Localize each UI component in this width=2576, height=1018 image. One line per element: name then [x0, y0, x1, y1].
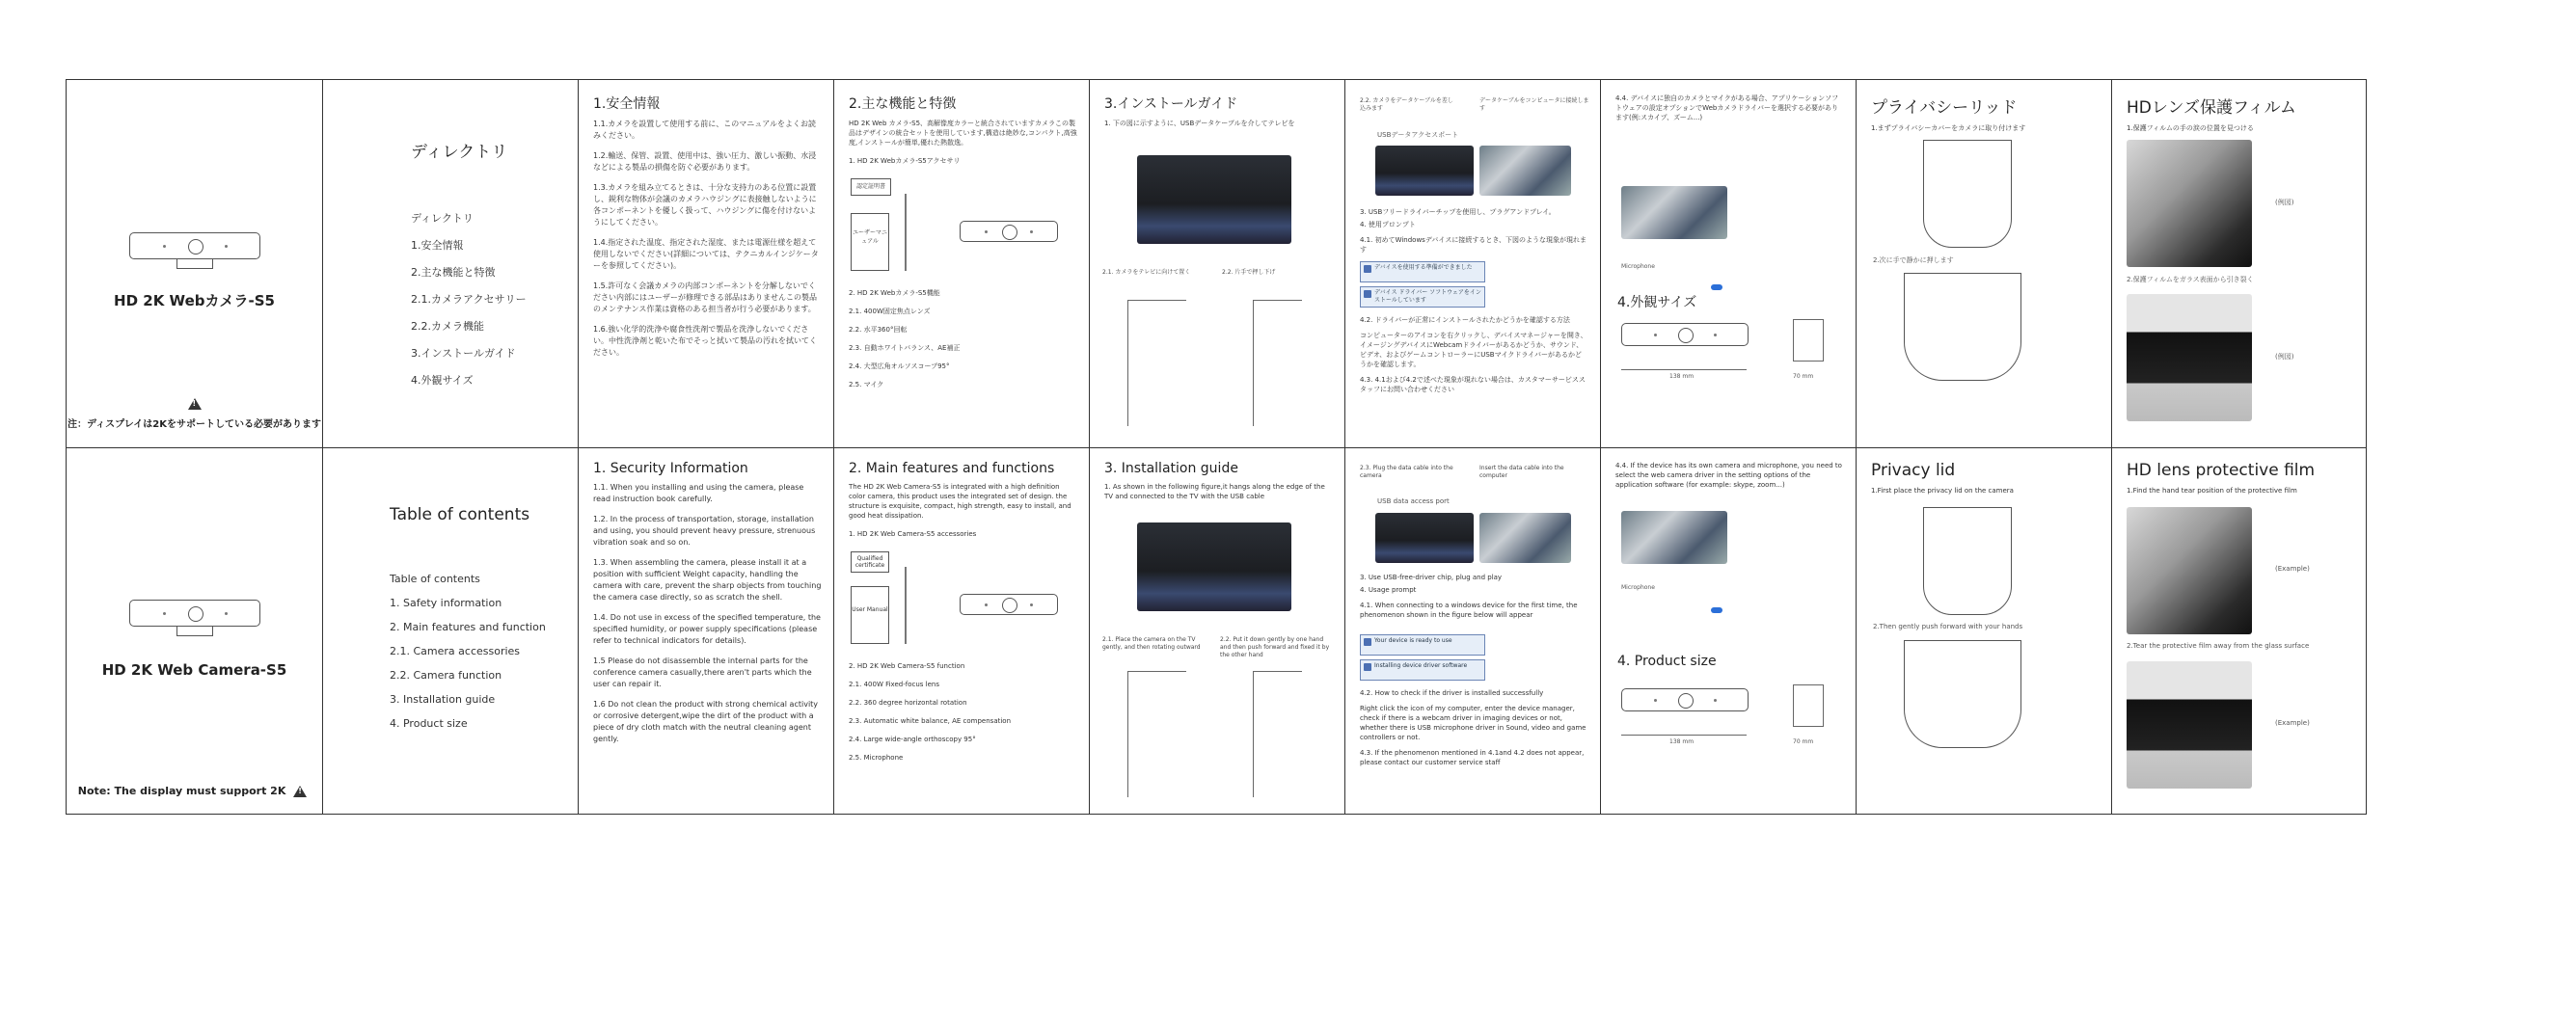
usb-photo	[1375, 146, 1474, 196]
safety-para: 1.6.強い化学的洗浄や腐食性洗剤で製品を洗浄しないでください。中性洗浄剤と乾いた布でそっと拭いて製品の汚れを拭いてください。	[593, 325, 817, 357]
jp-safety-panel	[578, 80, 833, 447]
usb-line: 4.2. ドライバーが正常にインストールされたかどうかを確認する方法	[1360, 316, 1570, 324]
toc-item[interactable]: 1. Safety information	[390, 597, 502, 609]
jp-size-panel	[1600, 80, 1856, 447]
microphone-label: Microphone	[1621, 263, 1655, 270]
usb-text	[1360, 573, 1587, 620]
windows-popup: Installing device driver software	[1360, 659, 1485, 681]
width-dimension	[1621, 369, 1747, 370]
camera-side-view	[1793, 684, 1824, 727]
function-item: 2.3. Automatic white balance, AE compensation	[849, 717, 1012, 725]
usb-caption: 2.3. Plug the data cable into the camera	[1360, 465, 1453, 479]
safety-para: 1.3.カメラを組み立てるときは、十分な支持力のある位置に設置し、鋭利な物体が会議のカメラハウジングに表接触しないように各コンポーネントを優しく扱って、ハウジングに傷を付けないようにしてください。	[593, 183, 817, 227]
usb-line: 3. USBフリードライバーチップを使用し、プラグアンドプレイ。	[1360, 208, 1556, 216]
install-caption: 2.1. カメラをテレビに向けて置く	[1102, 269, 1191, 276]
toc-item[interactable]: Table of contents	[390, 573, 480, 585]
safety-para: 1.2.輸送、保管、設置、使用中は、強い圧力、激しい振動、水浸などによる製品の損傷を防ぐ必要があります。	[593, 151, 817, 172]
function-item: 2.3. 自動ホワイトバランス、AE補正	[849, 344, 961, 352]
function-heading: 2. HD 2K Webカメラ-S5機能	[849, 289, 940, 297]
function-item: 2.5. マイク	[849, 381, 884, 388]
usb-line: 4. Usage prompt	[1360, 586, 1417, 594]
width-label: 138 mm	[1669, 738, 1695, 745]
toc-item[interactable]: 4.外観サイズ	[411, 374, 474, 387]
section-title: 2.主な機能と特徴	[849, 96, 957, 112]
usb-photo	[1375, 513, 1474, 563]
usb-line: 4. 使用プロンプト	[1360, 221, 1416, 228]
cover-note-text: Note: The display must support 2K	[77, 785, 286, 797]
en-install-panel	[1089, 447, 1344, 816]
usb-line: Right click the icon of my computer, enter the device manager, check if there is a webcam driver in imaging devices or not, whether there is USB microphone driver in Sound, video and game controllers or not.	[1360, 705, 1586, 741]
toc-item[interactable]: 3. Installation guide	[390, 693, 496, 706]
film-step: 2.Tear the protective film away from the glass surface	[2127, 642, 2310, 650]
install-caption: 2.2. 片手で押し下げ	[1222, 269, 1276, 276]
accessories-heading: 1. HD 2K Webカメラ-S5アクセサリ	[849, 157, 961, 165]
section-title: 2. Main features and functions	[849, 461, 1055, 476]
jp-cover-panel	[67, 80, 322, 447]
example-label: (Example)	[2275, 719, 2310, 727]
depth-label: 70 mm	[1793, 738, 1814, 745]
safety-para: 1.1.カメラを設置して使用する前に、このマニュアルをよくお読みください。	[593, 120, 816, 140]
toc-item[interactable]: 2.2. Camera function	[390, 669, 502, 682]
accessories-figure	[849, 174, 1077, 288]
tv-camera-photo	[1137, 522, 1291, 611]
toc-item[interactable]: 4. Product size	[390, 717, 468, 730]
section-title: Privacy lid	[1871, 461, 1956, 480]
install-intro: 1. As shown in the following figure,it hangs along the edge of the TV and connected to the TV with the USB cable	[1104, 483, 1325, 500]
depth-label: 70 mm	[1793, 373, 1814, 380]
settings-toggle	[1711, 284, 1722, 290]
function-item: 2.5. Microphone	[849, 754, 904, 762]
install-caption: 2.2. Put it down gently by one hand and then push forward and fixed it by the other hand	[1220, 636, 1330, 658]
usb-line: 4.1. When connecting to a windows device for the first time, the phenomenon shown in the figure below will appear	[1360, 602, 1578, 619]
section-title: 3.インストールガイド	[1104, 96, 1238, 112]
usb-port-label: USB data access port	[1377, 497, 1450, 505]
en-toc-panel	[322, 447, 578, 816]
jp-privacy-panel	[1856, 80, 2111, 447]
hand-sketch	[1253, 300, 1302, 426]
user-manual-booklet: ユーザーマニュアル	[851, 213, 889, 271]
hand-sketch	[1127, 300, 1186, 426]
film-photo	[2127, 661, 2252, 789]
accessories-figure	[849, 548, 1077, 661]
toc-title: ディレクトリ	[411, 143, 508, 162]
section-title: 1.安全情報	[593, 96, 661, 112]
app-settings-screenshot	[1621, 511, 1727, 564]
usb-cable	[905, 194, 907, 271]
section-title: 3. Installation guide	[1104, 461, 1238, 476]
usb-line: 3. Use USB-free-driver chip, plug and play	[1360, 574, 1503, 581]
privacy-step: 1.First place the privacy lid on the camera	[1871, 487, 2014, 495]
example-label: (例図)	[2275, 353, 2294, 361]
usb-line: 4.3. If the phenomenon mentioned in 4.1and 4.2 does not appear, please contact our customer service staff	[1360, 749, 1585, 766]
film-step: 1.保護フィルムの手の涙の位置を見つける	[2127, 124, 2254, 132]
privacy-step: 2.Then gently push forward with your hands	[1873, 623, 2023, 630]
manual-sheet	[66, 79, 2367, 815]
function-heading: 2. HD 2K Web Camera-S5 function	[849, 662, 965, 670]
webcam-illustration	[129, 232, 260, 259]
en-features-panel	[833, 447, 1089, 816]
toc-item[interactable]: 2.2.カメラ機能	[411, 320, 484, 333]
toc-title: Table of contents	[390, 505, 530, 524]
install-caption: 2.1. Place the camera on the TV gently, and then rotating outward	[1102, 636, 1201, 651]
en-usb-panel	[1344, 447, 1600, 816]
cover-title: HD 2K Web Camera-S5	[101, 661, 287, 679]
toc-item[interactable]: ディレクトリ	[411, 212, 474, 225]
warning-icon	[188, 398, 202, 410]
jp-toc-panel	[322, 80, 578, 447]
function-item: 2.1. 400W固定焦点レンズ	[849, 308, 931, 315]
webcam-illustration	[960, 594, 1058, 615]
film-photo	[2127, 507, 2252, 634]
example-label: (例図)	[2275, 199, 2294, 206]
safety-para: 1.4.指定された温度、指定された湿度、または電源仕様を超えて使用しないでください(詳細については、テクニカルインジケーターを参照してください)。	[593, 238, 819, 270]
hand-push-sketch	[1904, 273, 2021, 381]
jp-features-panel	[833, 80, 1089, 447]
install-intro: 1. 下の図に示すように、USBデータケーブルを介してテレビを	[1104, 120, 1295, 127]
user-manual-booklet: User Manual	[851, 586, 889, 644]
usb-caption: Insert the data cable into the computer	[1479, 465, 1564, 479]
en-cover-panel	[67, 447, 322, 816]
camera-side-view	[1793, 319, 1824, 362]
safety-para: 1.5 Please do not disassemble the internal parts for the conference camera casually,there aren't parts which the user can repair it.	[593, 656, 812, 688]
computer-photo	[1479, 146, 1571, 196]
cover-note-text: 注：ディスプレイは2Kをサポートしている必要があります	[67, 419, 321, 430]
warning-icon	[293, 786, 307, 797]
webcam-illustration	[129, 600, 260, 627]
en-size-panel	[1600, 447, 1856, 816]
privacy-lid-sketch	[1923, 507, 2012, 615]
section-title: 4. Product size	[1617, 654, 1717, 669]
size-intro: 4.4. デバイスに独自のカメラとマイクがある場合、アプリケーションソフトウェアの設定オプションでWebカメラドライバーを選択する必要があります(例:スカイプ、ズーム...)	[1615, 94, 1839, 121]
film-step: 2.保護フィルムをガラス表面から引き裂く	[2127, 276, 2254, 283]
example-label: (Example)	[2275, 565, 2310, 573]
cover-note	[67, 785, 322, 797]
function-item: 2.2. 水平360°回転	[849, 326, 908, 334]
size-intro: 4.4. If the device has its own camera and microphone, you need to select the web camera driver in the setting options of the application software (for example: skype, zoom...)	[1615, 462, 1842, 489]
film-step: 1.Find the hand tear position of the protective film	[2127, 487, 2297, 495]
settings-toggle	[1711, 607, 1722, 613]
features-intro: HD 2K Web カメラ-S5、高解像度カラーと統合されていますカメラこの製品はデザインの統合セットを使用しています,構造は絶妙な,コンパクト,高強度,インストールが簡単,優れた熱散逸。	[849, 120, 1077, 147]
webcam-illustration	[960, 221, 1058, 242]
film-photo	[2127, 294, 2252, 421]
safety-para: 1.1. When you installing and using the camera, please read instruction book carefully.	[593, 483, 804, 503]
toc-item[interactable]: 3.インストールガイド	[411, 347, 516, 360]
usb-line: コンピューターのアイコンを右クリックし、デバイスマネージャーを開き、イメージングデバイスにWebcamドライバーがあるかどうか、サウンド、ビデオ、およびゲームコントローラーにUSBマイクドライバーがあるかどうかを確認します。	[1360, 332, 1587, 368]
usb-text	[1360, 688, 1587, 767]
webcam-stand	[176, 258, 213, 269]
function-item: 2.1. 400W Fixed-focus lens	[849, 681, 939, 688]
windows-popup: デバイス ドライバー ソフトウェアをインストールしています	[1360, 286, 1485, 308]
safety-para: 1.3. When assembling the camera, please install it at a position with sufficient Weight capacity, handling the camera with care, prevent the sharp objects from touching the camera case directly, so as scratch the shell.	[593, 558, 822, 602]
usb-port-label: USBデータアクセスポート	[1377, 131, 1459, 139]
toc-item[interactable]: 1.安全情報	[411, 239, 464, 252]
section-title: HDレンズ保護フィルム	[2127, 98, 2296, 118]
section-title: 4.外観サイズ	[1617, 295, 1697, 310]
accessories-heading: 1. HD 2K Web Camera-S5 accessories	[849, 530, 977, 538]
certificate-card: 認定証明書	[851, 178, 891, 196]
privacy-step: 1.まずプライバシーカバーをカメラに取り付けます	[1871, 124, 2026, 132]
usb-text	[1360, 207, 1587, 258]
computer-photo	[1479, 513, 1571, 563]
en-privacy-panel	[1856, 447, 2111, 816]
safety-para: 1.4. Do not use in excess of the specified temperature, the specified humidity, or power supply specifications (please refer to technical indicators for details).	[593, 613, 821, 645]
privacy-step: 2.次に手で静かに押します	[1873, 256, 1954, 264]
jp-film-panel	[2111, 80, 2368, 447]
cover-note	[67, 398, 322, 430]
hand-sketch	[1127, 671, 1186, 797]
toc-item[interactable]: 2.1. Camera accessories	[390, 645, 521, 657]
function-item: 2.2. 360 degree horizontal rotation	[849, 699, 967, 707]
toc-item[interactable]: 2.主な機能と特徴	[411, 266, 496, 279]
jp-usb-panel	[1344, 80, 1600, 447]
privacy-lid-sketch	[1923, 140, 2012, 248]
windows-popup: デバイスを使用する準備ができました	[1360, 261, 1485, 282]
app-settings-screenshot	[1621, 186, 1727, 239]
hand-push-sketch	[1904, 640, 2021, 748]
usb-caption: 2.2. カメラをデータケーブルを差し込みます	[1360, 97, 1453, 112]
hand-sketch	[1253, 671, 1302, 797]
webcam-stand	[176, 626, 213, 636]
usb-line: 4.3. 4.1および4.2で述べた現象が現れない場合は、カスタマーサービススタッフにお問い合わせください	[1360, 376, 1586, 393]
toc-item[interactable]: 2. Main features and function	[390, 621, 546, 633]
width-dimension	[1621, 735, 1747, 736]
film-photo	[2127, 140, 2252, 267]
safety-para: 1.2. In the process of transportation, storage, installation and using, you should prevent heavy pressure, strenuous vibration soak and so on.	[593, 515, 816, 547]
toc-item[interactable]: 2.1.カメラアクセサリー	[411, 293, 527, 306]
usb-line: 4.2. How to check if the driver is installed successfully	[1360, 689, 1544, 697]
certificate-card: Qualified certificate	[851, 551, 889, 573]
function-item: 2.4. Large wide-angle orthoscopy 95°	[849, 736, 976, 743]
jp-install-panel	[1089, 80, 1344, 447]
safety-para: 1.6 Do not clean the product with strong chemical activity or corrosive detergent,wipe the dirt of the product with a piece of dry cloth match with the neutral cleaning agent gently.	[593, 700, 819, 743]
function-item: 2.4. 大型広角オルソスコープ95°	[849, 362, 950, 370]
en-film-panel	[2111, 447, 2368, 816]
width-label: 138 mm	[1669, 373, 1695, 380]
usb-text	[1360, 315, 1587, 394]
section-title: プライバシーリッド	[1871, 98, 2018, 118]
cover-title: HD 2K Webカメラ-S5	[114, 292, 275, 309]
safety-para: 1.5.許可なく会議カメラの内部コンポーネントを分解しないでください内部にはユーザーが修理できる部品はありませんこの製品のメンテナンス作業は資格のある担当者が行う必要があります。	[593, 281, 817, 313]
section-title: HD lens protective film	[2127, 461, 2316, 480]
windows-popup: Your device is ready to use	[1360, 634, 1485, 656]
en-safety-panel	[578, 447, 833, 816]
usb-cable	[905, 567, 907, 644]
usb-line: 4.1. 初めてWindowsデバイスに接続するとき、下図のような現象が現れます	[1360, 236, 1587, 254]
section-title: 1. Security Information	[593, 461, 748, 476]
camera-front-view	[1621, 688, 1749, 711]
camera-front-view	[1621, 323, 1749, 346]
microphone-label: Microphone	[1621, 584, 1655, 591]
usb-caption: データケーブルをコンピュータに接続します	[1479, 97, 1589, 112]
features-intro: The HD 2K Web Camera-S5 is integrated with a high definition color camera, this product uses the integrated set of design. the structure is exquisite, compact, high strength, easy to install, and good heat dissipation.	[849, 483, 1071, 520]
tv-camera-photo	[1137, 155, 1291, 244]
